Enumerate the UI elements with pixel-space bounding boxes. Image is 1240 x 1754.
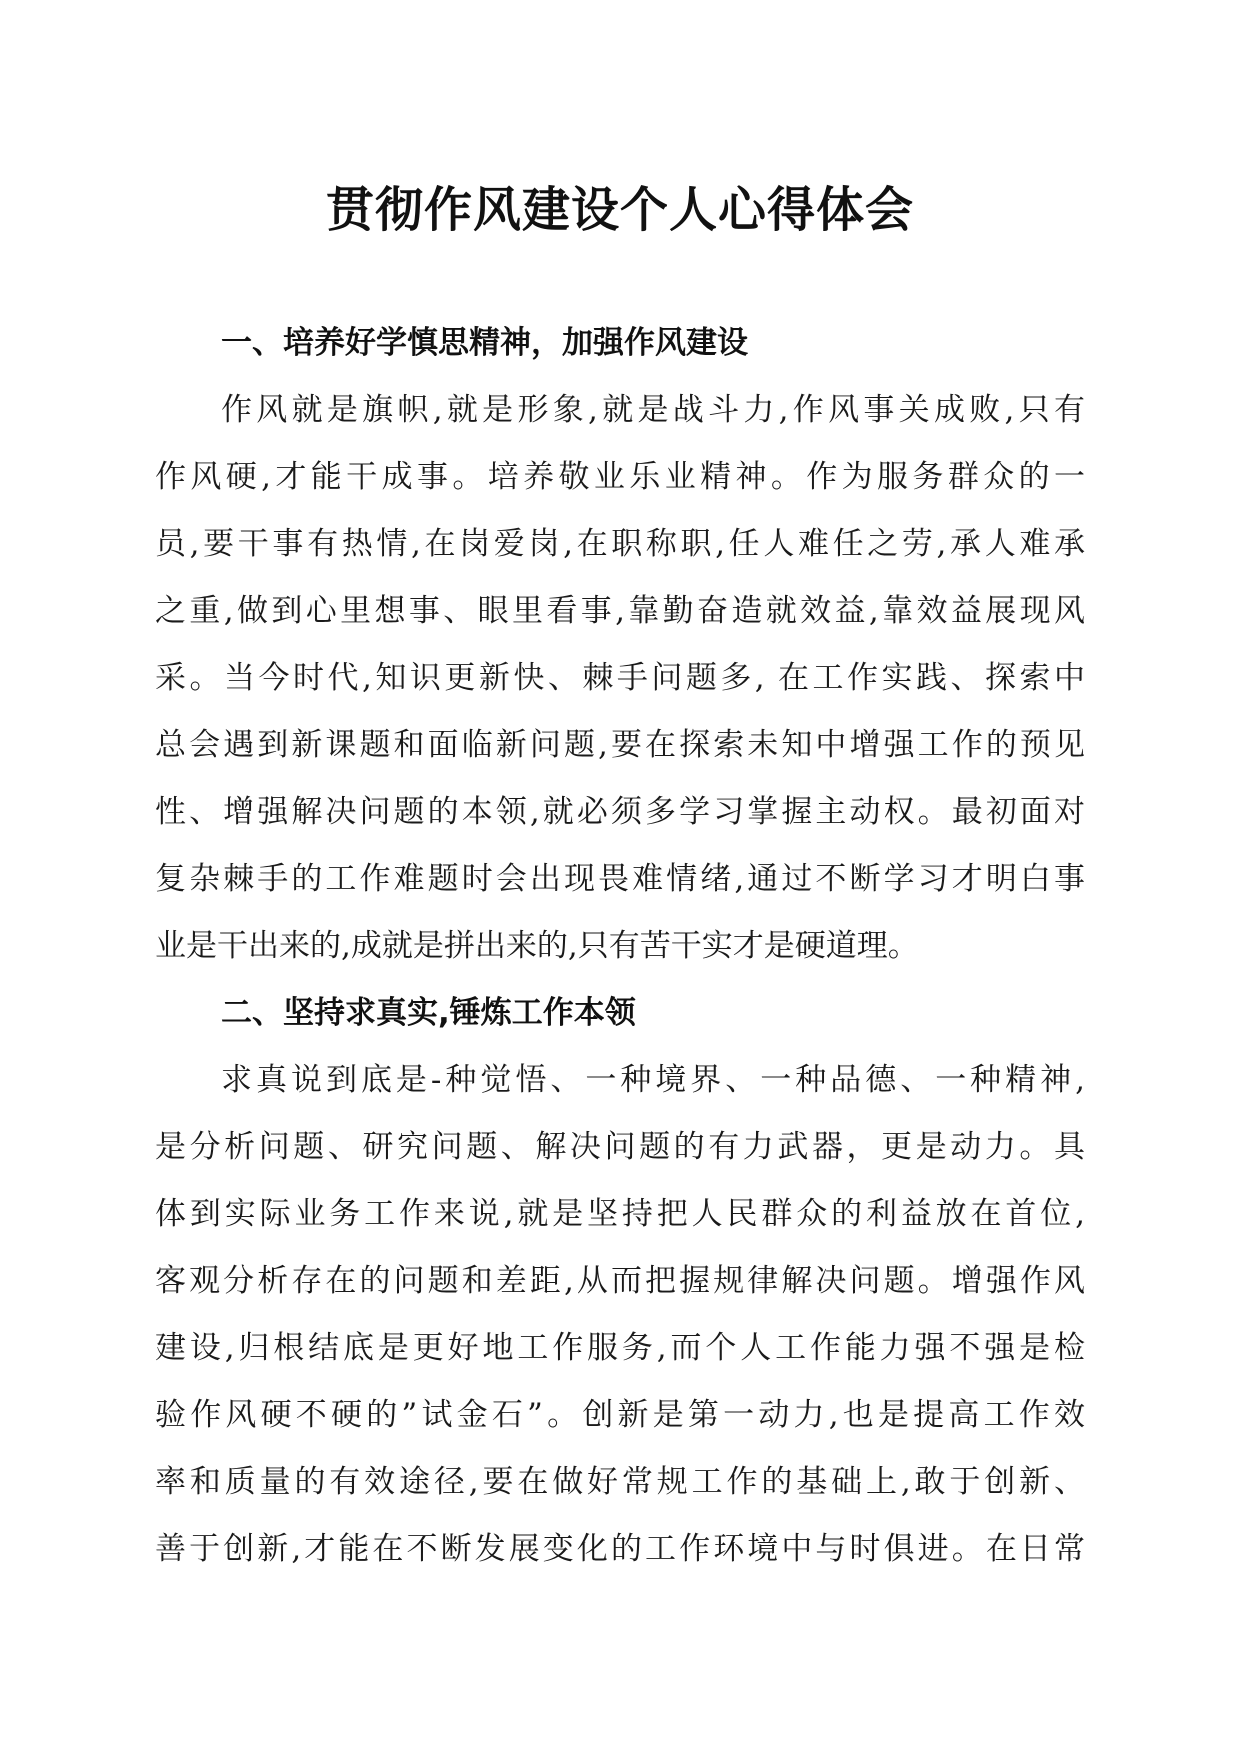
- paragraph-line: 体到实际业务工作来说,就是坚持把人民群众的利益放在首位,: [155, 1196, 1085, 1232]
- paragraph-line: 作风硬,才能干成事。培养敬业乐业精神。作为服务群众的一: [155, 459, 1085, 495]
- document-title: 贯彻作风建设个人心得体会: [325, 182, 914, 238]
- section-paragraph: [155, 377, 1085, 980]
- paragraph-line: 采。当今时代,知识更新快、棘手问题多, 在工作实践、探索中: [155, 660, 1085, 696]
- paragraph-line: 员,要干事有热情,在岗爱岗,在职称职,任人难任之劳,承人难承: [155, 526, 1085, 562]
- section-heading: 二、坚持求真实,锤炼工作本领: [221, 995, 636, 1031]
- paragraph-line: 善于创新,才能在不断发展变化的工作环境中与时俱进。在日常: [155, 1531, 1085, 1567]
- section-heading: 一、培养好学慎思精神，加强作风建设: [221, 325, 748, 361]
- paragraph-line: 业是干出来的,成就是拼出来的,只有苦干实才是硬道理。: [155, 928, 919, 964]
- paragraph-line: 性、增强解决问题的本领,就必须多学习掌握主动权。最初面对: [155, 794, 1085, 830]
- section-2: [155, 980, 1085, 1583]
- paragraph-line: 建设,归根结底是更好地工作服务,而个人工作能力强不强是检: [155, 1330, 1085, 1366]
- paragraph-line: 作风就是旗帜,就是形象,就是战斗力,作风事关成败,只有: [221, 392, 1085, 428]
- section-1: [155, 310, 1085, 980]
- paragraph-line: 复杂棘手的工作难题时会出现畏难情绪,通过不断学习才明白事: [155, 861, 1085, 897]
- document-body: [155, 310, 1085, 1583]
- paragraph-line: 客观分析存在的问题和差距,从而把握规律解决问题。增强作风: [155, 1263, 1085, 1299]
- paragraph-line: 率和质量的有效途径,要在做好常规工作的基础上,敢于创新、: [155, 1464, 1085, 1500]
- section-paragraph: [155, 1047, 1085, 1583]
- paragraph-line: 总会遇到新课题和面临新问题,要在探索未知中增强工作的预见: [155, 727, 1085, 763]
- paragraph-line: 之重,做到心里想事、眼里看事,靠勤奋造就效益,靠效益展现风: [155, 593, 1085, 629]
- paragraph-line: 是分析问题、研究问题、解决问题的有力武器，更是动力。具: [155, 1129, 1085, 1165]
- paragraph-line: 验作风硬不硬的”试金石”。创新是第一动力,也是提高工作效: [155, 1397, 1085, 1433]
- paragraph-line: 求真说到底是-种觉悟、一种境界、一种品德、一种精神,: [221, 1062, 1085, 1098]
